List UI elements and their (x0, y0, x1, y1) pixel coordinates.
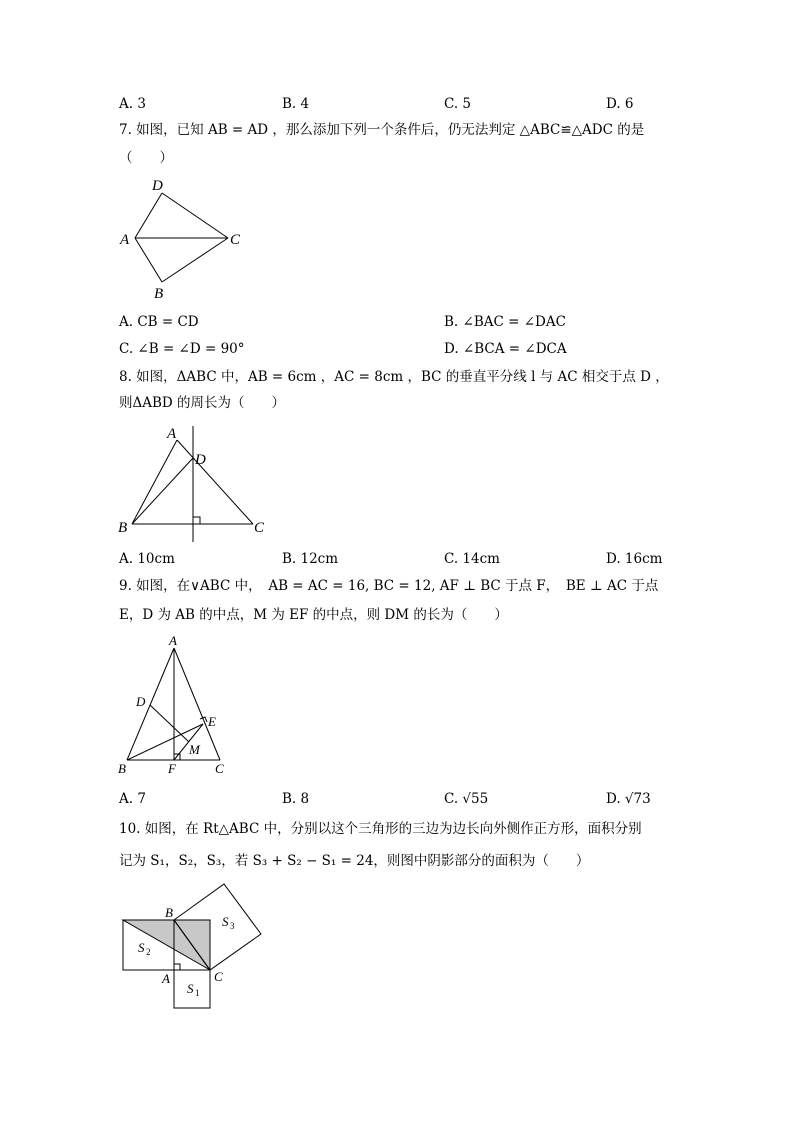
q8-stem-line2: 则ΔABD 的周长为（ ） (119, 395, 286, 411)
q10-label-s2-sub: 2 (146, 947, 151, 957)
q9-seg-ab (127, 648, 174, 760)
q8-seg-ac (177, 440, 253, 524)
q9-label-d: D (136, 694, 146, 709)
q9-label-c: C (215, 761, 224, 776)
q7-seg-dc (162, 193, 228, 238)
q9-label-b: B (118, 761, 126, 776)
q9-figure (110, 630, 240, 780)
q9-option-b: B. 8 (282, 791, 310, 807)
q10-label-s2: S (138, 940, 145, 955)
q10-label-s3-sub: 3 (230, 921, 235, 931)
q10-label-s1-sub: 1 (195, 988, 200, 998)
q7-option-c: C. ∠B = ∠D = 90° (119, 341, 245, 357)
q6-option-a: A. 3 (119, 96, 146, 112)
q6-option-c: C. 5 (444, 96, 472, 112)
q7-figure (110, 170, 260, 305)
q8-option-d: D. 16cm (606, 551, 663, 567)
q10-label-c: C (214, 969, 223, 984)
q7-label-a: A (120, 232, 130, 248)
q9-label-e: E (208, 714, 216, 729)
q7-label-b: B (154, 286, 164, 302)
q7-label-d: D (152, 178, 163, 194)
q10-stem-line2: 记为 S₁，S₂，S₃，若 S₃ + S₂ − S₁ = 24，则图中阴影部分的面积为（ ） (119, 853, 590, 869)
q7-seg-ad (135, 193, 162, 238)
q8-label-b: B (118, 520, 128, 536)
q9-label-f: F (168, 761, 176, 776)
q9-option-c: C. √55 (444, 791, 489, 807)
q7-paren: （ ） (119, 150, 173, 166)
q8-option-c: C. 14cm (444, 551, 500, 567)
q7-option-d: D. ∠BCA = ∠DCA (444, 341, 567, 357)
q9-label-a: A (169, 633, 177, 648)
q7-label-c: C (230, 232, 241, 248)
q9-option-a: A. 7 (119, 791, 146, 807)
q9-seg-dm (150, 705, 189, 742)
q9-label-m: M (189, 742, 200, 757)
q7-seg-ab (135, 238, 162, 282)
q10-figure (110, 875, 275, 1015)
q6-option-b: B. 4 (282, 96, 310, 112)
q10-label-s1: S (187, 981, 194, 996)
q10-right-angle (174, 964, 180, 970)
q10-label-b: B (165, 905, 173, 920)
q8-label-d: D (195, 452, 206, 468)
q8-figure (110, 418, 275, 548)
q9-option-d: D. √73 (606, 791, 651, 807)
q9-stem-line1: 9. 如图，在∨ABC 中， AB = AC = 16, BC = 12, AF ⊥ BC 于点 F， BE ⊥ AC 于点 (119, 578, 659, 594)
q10-stem-line1: 10. 如图，在 Rt△ABC 中，分别以这个三角形的三边为边长向外侧作正方形，面积分别 (119, 821, 642, 837)
q7-option-a: A. CB = CD (119, 314, 199, 330)
q8-option-a: A. 10cm (119, 551, 175, 567)
q8-option-b: B. 12cm (282, 551, 339, 567)
q9-stem-line2: E，D 为 AB 的中点，M 为 EF 的中点，则 DM 的长为（ ） (119, 607, 508, 623)
q10-label-s3: S (222, 914, 229, 929)
q8-right-angle (193, 517, 200, 524)
q8-label-a: A (167, 426, 177, 442)
q7-option-b: B. ∠BAC = ∠DAC (444, 314, 566, 330)
q8-stem-line1: 8. 如图，ΔABC 中，AB = 6cm ，AC = 8cm ，BC 的垂直平分线 l 与 AC 相交于点 D ， (119, 369, 669, 385)
q6-option-d: D. 6 (606, 96, 634, 112)
q7-stem: 7. 如图，已知 AB = AD ，那么添加下列一个条件后，仍无法判定 △ABC≌△ADC 的是 (119, 122, 645, 138)
q10-label-a: A (162, 971, 170, 986)
q7-seg-bc (162, 238, 228, 282)
q8-label-c: C (254, 520, 265, 536)
